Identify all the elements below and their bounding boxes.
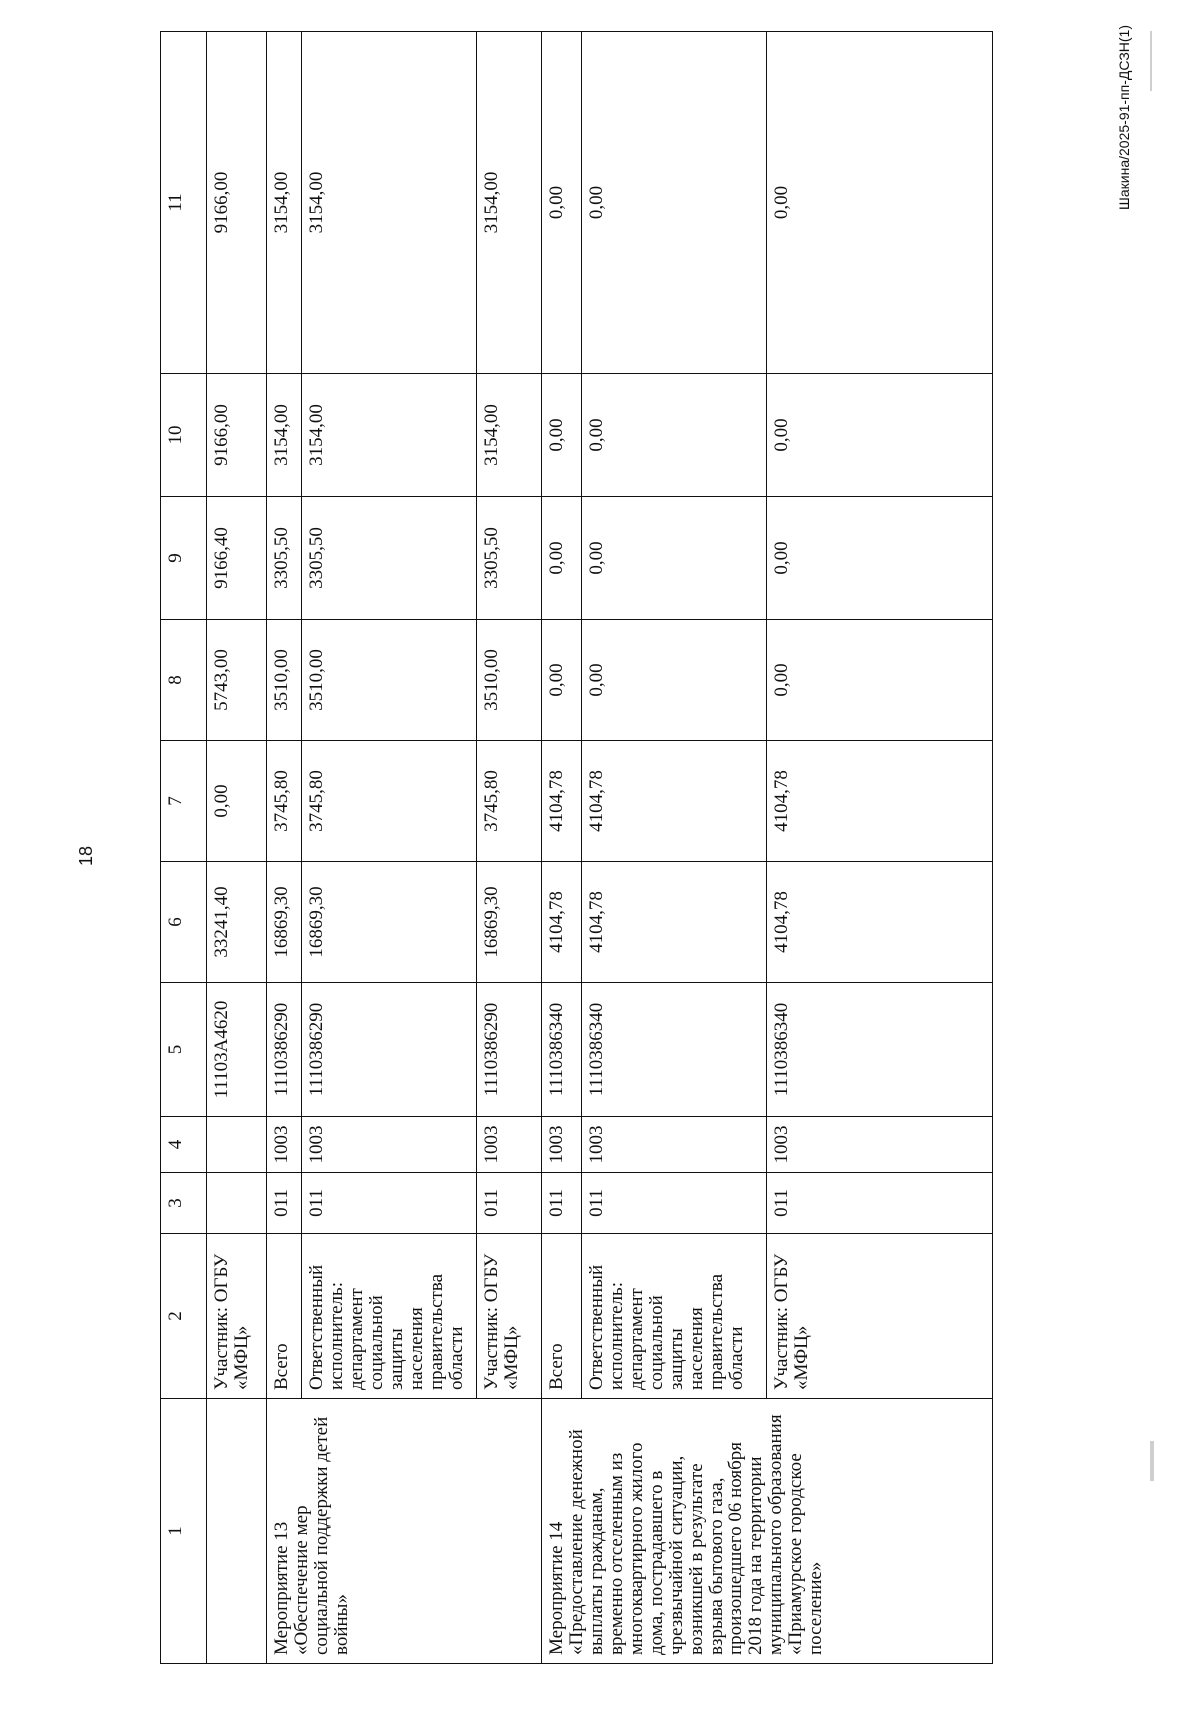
table-cell: 1003	[542, 1117, 582, 1173]
table-cell: 0,00	[542, 374, 582, 497]
table-cell: 011	[582, 1173, 767, 1234]
header-cell: 11	[161, 32, 207, 374]
table-cell: 33241,40	[207, 862, 267, 983]
table-cell: 3305,50	[477, 497, 542, 620]
table-cell: 0,00	[767, 620, 993, 741]
table-cell: 0,00	[582, 32, 767, 374]
table-cell: 4104,78	[767, 741, 993, 862]
table-cell: 1110386340	[767, 983, 993, 1117]
scan-margin-mark	[1150, 31, 1152, 91]
table-cell: 9166,00	[207, 32, 267, 374]
table-cell: 3154,00	[477, 374, 542, 497]
table-cell: 9166,40	[207, 497, 267, 620]
table-cell: 0,00	[582, 497, 767, 620]
table-row	[542, 32, 582, 1664]
table-cell: 1110386340	[582, 983, 767, 1117]
table-cell: 1110386290	[477, 983, 542, 1117]
table-cell	[207, 1173, 267, 1234]
table-cell: Всего	[542, 1234, 582, 1399]
header-cell: 3	[161, 1173, 207, 1234]
page-number: 18	[76, 845, 96, 867]
table-cell: 3510,00	[267, 620, 302, 741]
table-cell: 4104,78	[582, 741, 767, 862]
table-cell: 11103А4620	[207, 983, 267, 1117]
table-cell: 4104,78	[582, 862, 767, 983]
table-cell: 4104,78	[542, 862, 582, 983]
header-cell: 1	[161, 1399, 207, 1664]
table-cell: 3154,00	[267, 374, 302, 497]
table-cell: 011	[267, 1173, 302, 1234]
table-cell	[207, 1117, 267, 1173]
table-cell: 011	[302, 1173, 477, 1234]
table-cell: Всего	[267, 1234, 302, 1399]
table-cell: 3745,80	[302, 741, 477, 862]
table-cell: 3510,00	[477, 620, 542, 741]
budget-table	[160, 31, 993, 1664]
table-cell: 1003	[302, 1117, 477, 1173]
table-cell: 0,00	[542, 620, 582, 741]
header-cell: 4	[161, 1117, 207, 1173]
table-header-row	[161, 32, 207, 1664]
header-cell: 8	[161, 620, 207, 741]
table-cell: Участник: ОГБУ «МФЦ»	[207, 1234, 267, 1399]
table-cell: Участник: ОГБУ «МФЦ»	[767, 1234, 993, 1399]
header-cell: 9	[161, 497, 207, 620]
table-row	[207, 32, 267, 1664]
table-cell: 3745,80	[477, 741, 542, 862]
table-cell: 1110386340	[542, 983, 582, 1117]
table-cell: 0,00	[767, 374, 993, 497]
table-cell: 16869,30	[302, 862, 477, 983]
table-cell: 3305,50	[302, 497, 477, 620]
table-cell: 1003	[767, 1117, 993, 1173]
table-cell: 0,00	[542, 497, 582, 620]
header-cell: 10	[161, 374, 207, 497]
table-cell	[207, 1399, 267, 1664]
table-cell: Участник: ОГБУ «МФЦ»	[477, 1234, 542, 1399]
table-cell: 0,00	[767, 32, 993, 374]
table-cell: 9166,00	[207, 374, 267, 497]
table-cell: 3154,00	[477, 32, 542, 374]
table-cell: 3154,00	[267, 32, 302, 374]
header-cell: 6	[161, 862, 207, 983]
table-cell: 4104,78	[767, 862, 993, 983]
measure-14-label: Мероприятие 14 «Предоставление денежной выплаты гражданам, временно отселенным из многоквартирного жилого дома, пострадавшего в чрезвычайной ситуации, возникшей в результате взрыва бытового газа, произошедшего 06 ноября 2018 года на территории муниципального образования «Приамурское городское поселение»	[542, 1399, 993, 1664]
table-cell: 1110386290	[267, 983, 302, 1117]
table-cell: 1110386290	[302, 983, 477, 1117]
table-cell: 011	[767, 1173, 993, 1234]
table-cell: 011	[477, 1173, 542, 1234]
table-row	[267, 32, 302, 1664]
table-cell: 3154,00	[302, 32, 477, 374]
table-cell: 0,00	[582, 374, 767, 497]
table-cell: 5743,00	[207, 620, 267, 741]
table-cell: 0,00	[582, 620, 767, 741]
header-cell: 5	[161, 983, 207, 1117]
table-cell: 1003	[477, 1117, 542, 1173]
table-cell: 3154,00	[302, 374, 477, 497]
table-cell: 1003	[582, 1117, 767, 1173]
table-cell: 0,00	[767, 497, 993, 620]
header-cell: 7	[161, 741, 207, 862]
table-cell: 0,00	[207, 741, 267, 862]
measure-13-label: Мероприятие 13 «Обеспечение мер социальной поддержки детей войны»	[267, 1399, 542, 1664]
table-cell: 3305,50	[267, 497, 302, 620]
table-cell: 3510,00	[302, 620, 477, 741]
header-cell: 2	[161, 1234, 207, 1399]
table-cell: 1003	[267, 1117, 302, 1173]
table-cell: 16869,30	[477, 862, 542, 983]
scan-margin-mark	[1150, 1441, 1154, 1481]
table-cell: 3745,80	[267, 741, 302, 862]
table-cell: 011	[542, 1173, 582, 1234]
table-cell: 0,00	[542, 32, 582, 374]
table-cell: Ответственный исполнитель: департамент социальной защиты населения правительства области	[582, 1234, 767, 1399]
budget-table-container	[160, 32, 1057, 1664]
document-code: Шакина/2025-91-пп-ДСЗН(1)	[1116, 25, 1132, 210]
table-cell: Ответственный исполнитель: департамент социальной защиты населения правительства области	[302, 1234, 477, 1399]
table-cell: 16869,30	[267, 862, 302, 983]
table-cell: 4104,78	[542, 741, 582, 862]
